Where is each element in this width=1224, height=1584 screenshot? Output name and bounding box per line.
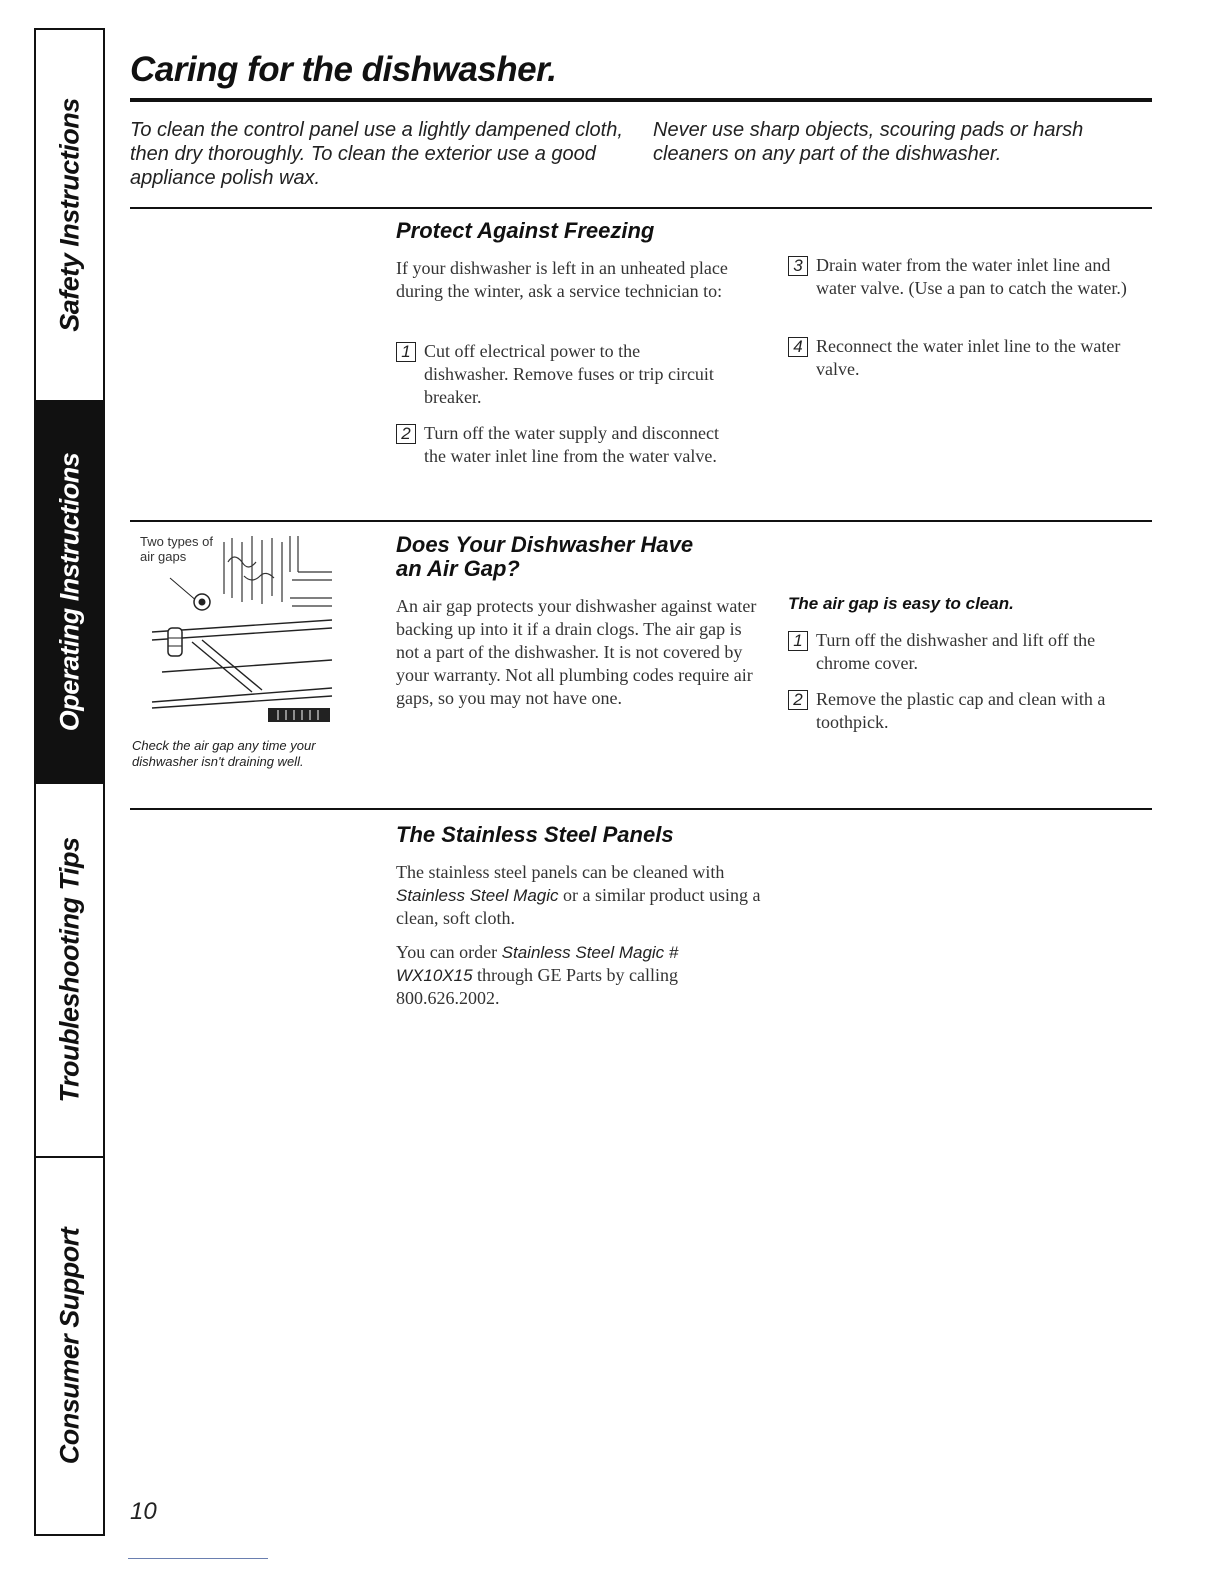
- tab-label: Troubleshooting Tips: [54, 837, 84, 1103]
- step-number: 1: [788, 631, 808, 651]
- page-number: 10: [130, 1498, 157, 1525]
- airgap-step-2: [788, 688, 1150, 734]
- section-sidebar: [34, 28, 105, 1536]
- footer-line: [128, 1558, 268, 1559]
- tab-troubleshooting-tips[interactable]: [36, 784, 103, 1158]
- tab-operating-instructions[interactable]: [36, 402, 103, 784]
- stainless-paragraph-2: You can order Stainless Steel Magic # WX10X15 through GE Parts by calling 800.626.2002.: [396, 942, 679, 1008]
- air-gap-drawing: [132, 532, 342, 732]
- step-text: Remove the plastic cap and clean with a toothpick.: [816, 689, 1106, 732]
- figure-caption: Check the air gap any time your dishwasher isn't draining well.: [132, 738, 316, 769]
- stainless-heading: The Stainless Steel Panels: [396, 822, 674, 847]
- title-rule: [130, 98, 1152, 102]
- tab-consumer-support[interactable]: [36, 1158, 103, 1534]
- figure-label: Two types of air gaps: [140, 534, 213, 564]
- step-text: Cut off electrical power to the dishwasher. Remove fuses or trip circuit breaker.: [424, 341, 714, 407]
- step-text: Drain water from the water inlet line and water valve. (Use a pan to catch the water.): [816, 255, 1127, 298]
- step-number: 3: [788, 256, 808, 276]
- step-number: 2: [788, 690, 808, 710]
- step-text: Reconnect the water inlet line to the water valve.: [816, 336, 1121, 379]
- freezing-step-1: [396, 340, 726, 409]
- intro-left-text: To clean the control panel use a lightly dampened cloth, then dry thoroughly. To clean the exterior use a good appliance polish wax.: [130, 119, 623, 189]
- section-divider: [130, 808, 1152, 810]
- step-number: 2: [396, 424, 416, 444]
- intro-right-text: Never use sharp objects, scouring pads or harsh cleaners on any part of the dishwasher.: [653, 119, 1084, 165]
- air-gap-illustration: [132, 532, 342, 732]
- freezing-step-2: [396, 422, 726, 468]
- section-divider: [130, 207, 1152, 209]
- step-number: 1: [396, 342, 416, 362]
- section-divider: [130, 520, 1152, 522]
- step-text: Turn off the water supply and disconnect the water inlet line from the water valve.: [424, 423, 719, 466]
- step-text: Turn off the dishwasher and lift off the chrome cover.: [816, 630, 1096, 673]
- product-name: Stainless Steel Magic: [396, 886, 559, 905]
- freezing-intro-text: If your dishwasher is left in an unheated place during the winter, ask a service technician to:: [396, 258, 728, 301]
- tab-label: Consumer Support: [54, 1227, 84, 1465]
- page-title: Caring for the dishwasher.: [130, 50, 557, 89]
- tab-label: Safety Instructions: [54, 98, 84, 332]
- product-part-number: Stainless Steel Magic # WX10X15: [396, 943, 679, 985]
- airgap-heading-line-2: an Air Gap?: [396, 556, 520, 581]
- freezing-heading: Protect Against Freezing: [396, 218, 655, 243]
- stainless-paragraph-1: The stainless steel panels can be cleaned with Stainless Steel Magic or a similar product using a clean, soft cloth.: [396, 862, 761, 928]
- airgap-body-text: An air gap protects your dishwasher against water backing up into it if a drain clogs. The air gap is not a part of the dishwasher. It is not covered by your warranty. Not all plumbing codes require air gaps, so you may not have one.: [396, 596, 757, 708]
- airgap-subheading: The air gap is easy to clean.: [788, 594, 1014, 613]
- tab-label: Operating Instructions: [54, 452, 84, 732]
- airgap-step-1: [788, 629, 1150, 675]
- freezing-step-3: [788, 254, 1148, 300]
- airgap-heading-line-1: Does Your Dishwasher Have: [396, 532, 694, 557]
- tab-safety-instructions[interactable]: [36, 30, 103, 402]
- freezing-step-4: [788, 335, 1148, 381]
- step-number: 4: [788, 337, 808, 357]
